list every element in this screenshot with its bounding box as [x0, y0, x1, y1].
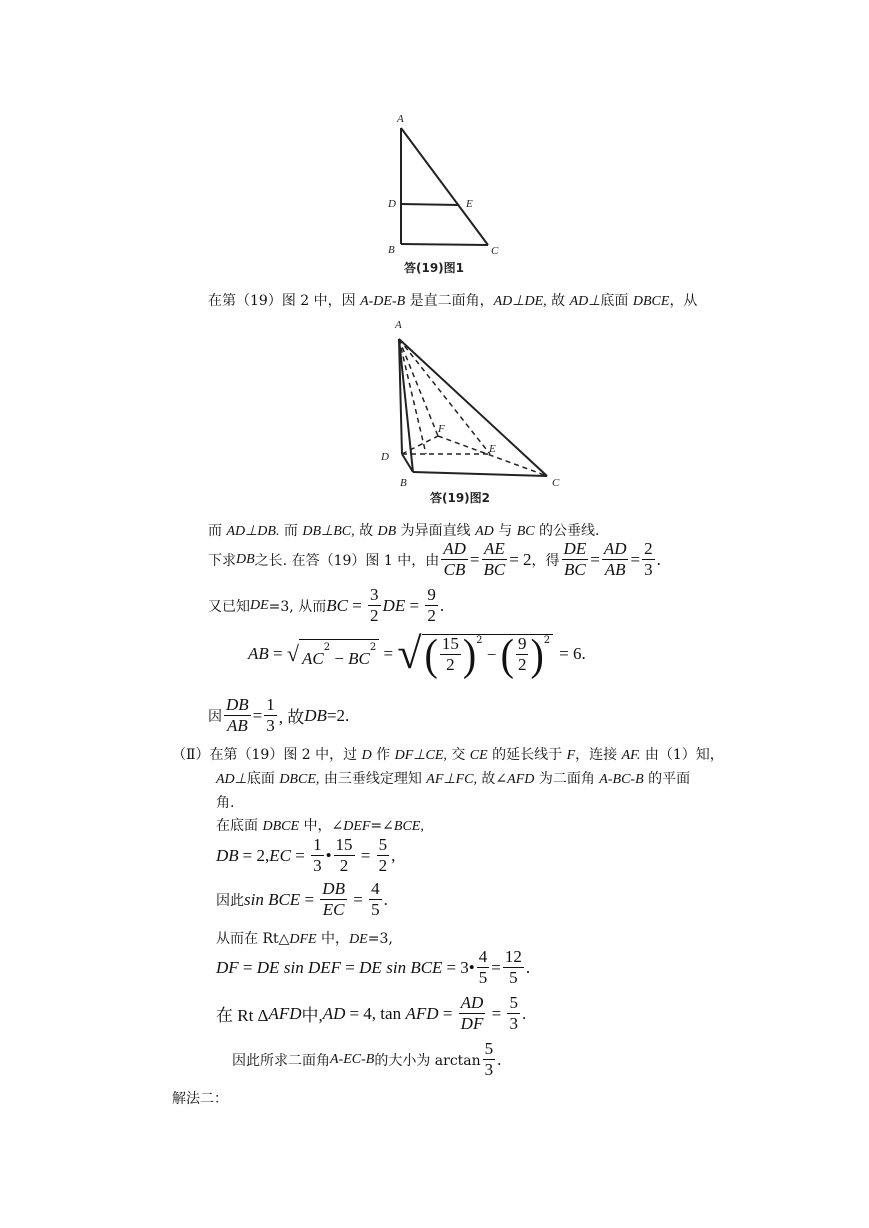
text: 底面 [600, 293, 633, 309]
text: DF [216, 957, 239, 977]
text: AD⊥DB. [226, 524, 280, 539]
text: • [325, 845, 332, 865]
text: D [361, 748, 372, 763]
text: 从而在 Rt△ [216, 931, 290, 947]
text: 由（1）知， [640, 747, 724, 763]
text: DFE [289, 932, 317, 947]
text: = 2, [242, 845, 270, 865]
text: CE [469, 748, 488, 763]
text: AD⊥ [216, 772, 247, 787]
fraction: $\frac{DB}{AB}$ [226, 695, 249, 735]
fraction: $\frac{AD}{CB}$ [443, 539, 466, 579]
fraction: $\frac{9}{2}$ [517, 634, 527, 674]
text: DEF [343, 819, 371, 834]
paragraph-9 [216, 792, 234, 812]
text: AB [248, 644, 269, 663]
text: . [525, 957, 531, 977]
text: 的平面 [643, 771, 691, 787]
fraction: $\frac{DB}{EC}$ [322, 879, 345, 919]
equals: = [300, 889, 319, 909]
fraction: $\frac{12}{5}$ [504, 947, 522, 987]
text: = 3 [446, 957, 469, 977]
text: AF⊥FC, [426, 772, 477, 787]
fraction: $\frac{5}{3}$ [509, 993, 518, 1033]
text: ，得 [531, 552, 560, 569]
text: F [566, 748, 576, 763]
paragraph-2 [208, 520, 600, 540]
text: , [391, 845, 396, 865]
fig2-caption: 答(19)图2 [430, 491, 491, 505]
equals: = [252, 705, 263, 725]
text: DE [382, 595, 406, 615]
fraction: $\frac{5}{2}$ [378, 835, 388, 875]
text: AFD [405, 1003, 439, 1023]
text: 因此所求二面角 [232, 1052, 330, 1069]
text: =∠ [370, 818, 394, 834]
paragraph-1 [208, 290, 697, 310]
equals: = [347, 595, 367, 615]
text: A-EC-B [330, 1051, 375, 1067]
sqrt-sign: √ [286, 641, 299, 666]
fig2-label-c: C [552, 477, 560, 489]
text: 2 [369, 642, 377, 653]
text: = 2 [509, 549, 532, 569]
equals: = [268, 644, 287, 663]
text: • [468, 957, 475, 977]
equals: = [405, 595, 424, 615]
fraction: $\frac{2}{3}$ [644, 539, 653, 579]
text: （Ⅱ）在第（19）图 2 中，过 [172, 747, 362, 763]
fraction: $\frac{1}{3}$ [266, 695, 275, 735]
text: DE [359, 957, 382, 977]
equals: = [341, 957, 360, 977]
text: 故 [354, 523, 378, 539]
equals: = [630, 549, 641, 569]
paragraph-8 [216, 768, 690, 788]
equals: = [491, 957, 501, 977]
text: 解法二： [172, 1091, 228, 1107]
text: , 故 [278, 708, 305, 727]
text: DE [256, 957, 280, 977]
fig2-label-f: F [438, 423, 445, 435]
fig1-caption: 答(19)图1 [404, 261, 465, 275]
fraction: $\frac{AE}{BC}$ [483, 539, 506, 579]
text: DBCE [632, 294, 670, 309]
equals: = [348, 889, 368, 909]
fraction: $\frac{15}{2}$ [335, 835, 353, 875]
paragraph-4 [208, 586, 444, 625]
equation-ab [248, 629, 586, 679]
fraction: $\frac{1}{3}$ [313, 835, 322, 875]
conclusion [232, 1040, 501, 1079]
text: AD⊥DE, [493, 294, 547, 309]
text: AF. [621, 748, 641, 763]
text: EC [269, 845, 291, 865]
text: 故∠ [476, 771, 508, 787]
text: 由三垂线定理知 [319, 771, 427, 787]
fig1-label-b: B [388, 244, 395, 256]
text: DB [377, 524, 397, 539]
text: DB⊥BC, [302, 524, 355, 539]
fig2-label-d: D [381, 451, 389, 463]
text: DF⊥CE, [394, 748, 447, 763]
equals: = [438, 1003, 457, 1023]
text: sin BCE [244, 889, 301, 909]
text: ，连接 [575, 747, 622, 763]
equation-sin-bce [216, 880, 388, 919]
text: 的大小为 arctan [374, 1052, 481, 1069]
paragraph-13 [216, 928, 393, 948]
fraction: $\frac{15}{2}$ [441, 634, 459, 674]
text: AFD [268, 1003, 302, 1023]
equals: = [487, 1003, 506, 1023]
fig2-label-a: A [395, 319, 402, 331]
text: BC [348, 649, 370, 668]
text: 因 [208, 708, 222, 725]
fraction: $\frac{AD}{AB}$ [603, 539, 627, 579]
text: . [656, 549, 661, 569]
text: DBCE, [279, 772, 320, 787]
text: =3, 从而 [268, 598, 327, 615]
paragraph-10 [216, 815, 424, 835]
text: =2. [326, 705, 350, 725]
text: . [521, 1003, 527, 1023]
fig1-label-e: E [466, 198, 473, 210]
text: 中， [316, 931, 350, 947]
text: = 4, tan [349, 1003, 402, 1023]
equation-db-ec [216, 836, 395, 875]
fraction: $\frac{9}{2}$ [427, 585, 436, 625]
paragraph-7 [172, 744, 724, 764]
text: 之长. 在答（19）图 1 中，由 [254, 552, 440, 569]
text: 为异面直线 [396, 523, 476, 539]
text: AFD [507, 772, 535, 787]
text: AC [301, 649, 324, 668]
fraction: $\frac{DE}{BC}$ [563, 539, 587, 579]
text: 角. [216, 795, 235, 811]
text: 在底面 [216, 818, 263, 834]
text: 交 [446, 747, 470, 763]
text: . [497, 1049, 502, 1069]
minus: − [330, 649, 349, 668]
paragraph-6 [208, 696, 349, 735]
text: 下求 [208, 552, 236, 569]
text: BC [326, 595, 348, 615]
figure-2 [372, 314, 572, 510]
text: 2 [476, 634, 483, 646]
text: 与 [493, 523, 517, 539]
figure-1 [380, 108, 520, 278]
paragraph-3 [208, 540, 661, 579]
fraction: $\frac{5}{3}$ [484, 1039, 494, 1079]
text: . [439, 595, 445, 615]
text: 的延长线于 [487, 747, 567, 763]
minus: − [482, 644, 501, 664]
text: 中，∠ [299, 818, 344, 834]
text: DB [216, 845, 239, 865]
text: sin BCE [386, 957, 443, 977]
fig1-label-a: A [397, 113, 404, 125]
fig1-label-c: C [491, 245, 499, 257]
text: ，从 [669, 293, 698, 309]
equals: = [238, 957, 257, 977]
equals: = [469, 549, 480, 569]
text: 底面 [246, 771, 280, 787]
text: 是直二面角， [405, 293, 494, 309]
text: . [383, 889, 388, 909]
text: DB [236, 551, 255, 567]
equation-df [216, 948, 530, 987]
text: 作 [371, 747, 395, 763]
text: 在 Rt Δ [216, 1006, 269, 1025]
equals: = [356, 845, 375, 865]
text: 的公垂线. [534, 523, 600, 539]
text: BC [516, 524, 535, 539]
equals: = [379, 644, 398, 663]
text: sin DEF [283, 957, 342, 977]
section-heading-method-2 [172, 1088, 228, 1108]
text: 2 [323, 642, 331, 653]
equation-tan-afd [216, 994, 526, 1033]
text: AD [322, 1003, 346, 1023]
text: 而 [208, 523, 227, 539]
text: 又已知 [208, 598, 250, 615]
text: DB [304, 705, 327, 725]
fraction: $\frac{4}{5}$ [371, 879, 380, 919]
text: A-BC-B [599, 772, 644, 787]
text: = 6. [559, 644, 586, 663]
text: AD⊥ [569, 294, 601, 309]
text: 2 [543, 634, 551, 646]
text: 为二面角 [534, 771, 600, 787]
radicand [299, 639, 379, 669]
text: AD [475, 524, 494, 539]
fraction: $\frac{AD}{DF}$ [460, 993, 484, 1033]
fraction: $\frac{4}{5}$ [478, 947, 488, 987]
text: DE [349, 932, 368, 947]
sqrt-sign: √ [397, 629, 422, 678]
text: =3, [367, 931, 393, 947]
fraction: $\frac{3}{2}$ [370, 585, 379, 625]
text: 而 [279, 523, 303, 539]
text: 因此 [216, 892, 244, 909]
text: DBCE [262, 819, 300, 834]
text: 中, [301, 1006, 323, 1025]
text: A-DE-B [360, 294, 406, 309]
text: 故 [546, 293, 570, 309]
fig2-label-b: B [400, 477, 407, 489]
fig2-label-e: E [489, 443, 496, 455]
text: 在第（19）图 2 中，因 [208, 293, 361, 309]
equals: = [590, 549, 600, 569]
text: DE [250, 597, 269, 613]
radicand: ( $\frac{15}{2}$ ) 2 − ( $\frac{9}{2}$ ) 2 [422, 634, 554, 675]
fig1-label-d: D [388, 198, 396, 210]
text: BCE, [393, 819, 424, 834]
equals: = [291, 845, 310, 865]
